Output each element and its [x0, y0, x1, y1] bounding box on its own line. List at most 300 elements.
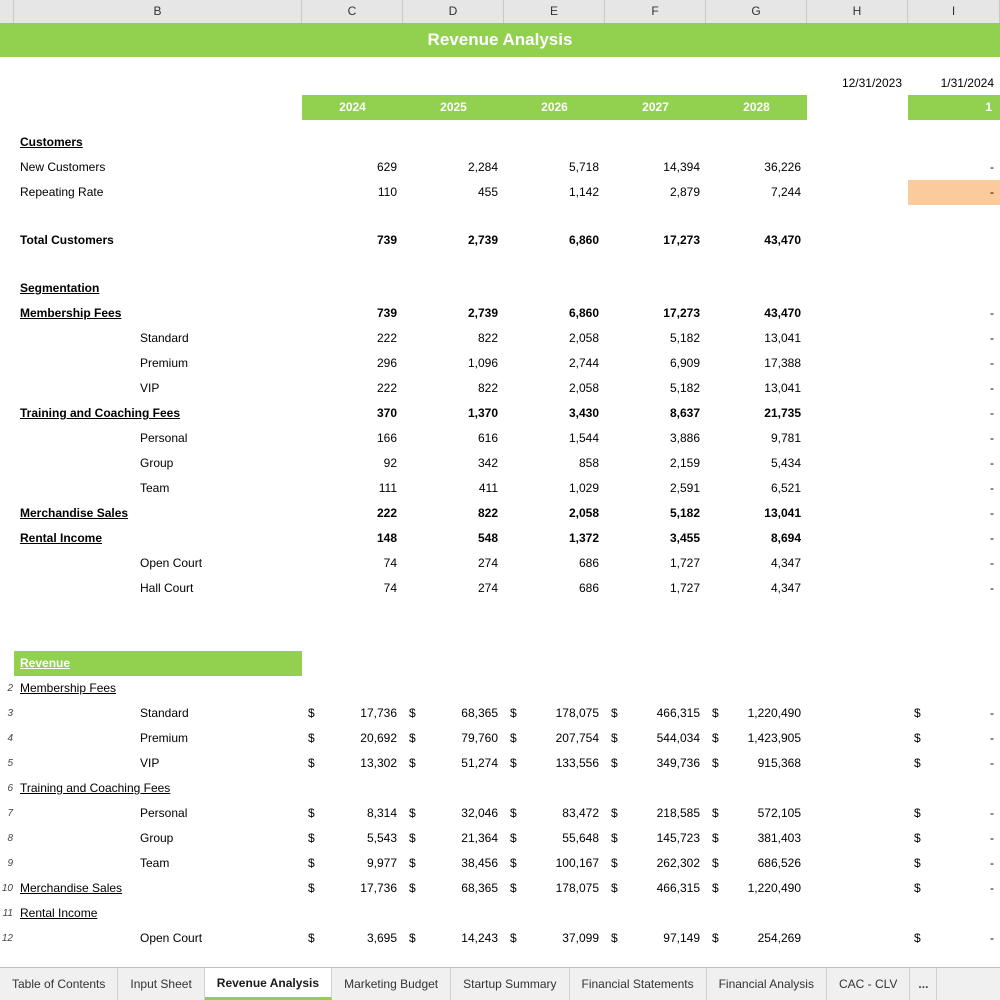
cell-e[interactable] — [504, 676, 605, 701]
cell-g[interactable]: 5,434 — [770, 456, 801, 470]
cell-i[interactable]: - — [990, 456, 994, 470]
table-row[interactable] — [0, 155, 1000, 180]
cell-d[interactable] — [403, 726, 504, 751]
table-row[interactable] — [0, 426, 1000, 451]
column-header-B[interactable]: B — [14, 0, 302, 23]
cell-i[interactable]: - — [990, 306, 994, 320]
cell-f[interactable] — [605, 776, 706, 801]
cell-value: 381,403 — [757, 831, 801, 845]
cell-c[interactable] — [302, 801, 403, 826]
cell-f[interactable]: 17,273 — [663, 233, 700, 247]
cell-h[interactable] — [807, 501, 908, 526]
table-row[interactable] — [0, 826, 1000, 851]
cell-e[interactable]: 5,718 — [568, 160, 599, 174]
cell-c[interactable]: 74 — [383, 556, 397, 570]
cell-i[interactable] — [908, 776, 1000, 801]
cell-i[interactable]: - — [990, 406, 994, 420]
cell-d[interactable] — [403, 701, 504, 726]
cell-g[interactable] — [706, 876, 807, 901]
cell-e[interactable] — [504, 901, 605, 926]
cell-d[interactable]: 822 — [477, 506, 498, 520]
cell-h[interactable] — [807, 476, 908, 501]
cell-g[interactable] — [706, 801, 807, 826]
cell-i[interactable]: - — [990, 506, 994, 520]
table-row[interactable] — [0, 701, 1000, 726]
currency-symbol: $ — [914, 756, 921, 770]
cell-value: - — [990, 931, 994, 945]
cell-e[interactable]: 1,142 — [568, 185, 599, 199]
cell-g[interactable]: 13,041 — [764, 506, 801, 520]
page-title: Revenue Analysis — [0, 23, 1000, 57]
sheet-tab-marketing-budget[interactable]: Marketing Budget — [332, 968, 451, 1000]
row-number: 10 — [1, 883, 13, 894]
cell-e[interactable]: 686 — [578, 581, 599, 595]
table-row[interactable] — [0, 180, 1000, 205]
currency-symbol: $ — [510, 706, 517, 720]
cell-c[interactable] — [302, 751, 403, 776]
cell-g[interactable]: 13,041 — [764, 381, 801, 395]
currency-symbol: $ — [510, 731, 517, 745]
cell-f[interactable]: 17,273 — [663, 306, 700, 320]
cell-f[interactable] — [605, 876, 706, 901]
cell-c[interactable]: 222 — [376, 381, 397, 395]
cell-g[interactable]: 4,347 — [770, 581, 801, 595]
cell-d[interactable]: 2,284 — [467, 160, 498, 174]
cell-e[interactable]: 1,544 — [568, 431, 599, 445]
currency-symbol: $ — [308, 706, 315, 720]
cell-h[interactable] — [807, 401, 908, 426]
cell-i[interactable] — [908, 801, 1000, 826]
cell-e[interactable]: 2,058 — [568, 506, 599, 520]
cell-e[interactable] — [504, 701, 605, 726]
cell-i[interactable] — [908, 228, 1000, 253]
cell-value: 68,365 — [461, 706, 498, 720]
cell-c[interactable]: 370 — [376, 406, 397, 420]
cell-i[interactable]: - — [990, 356, 994, 370]
table-row[interactable] — [0, 801, 1000, 826]
table-row[interactable] — [0, 228, 1000, 253]
cell-i[interactable] — [908, 926, 1000, 951]
cell-h[interactable] — [807, 576, 908, 601]
year-header-2026: 2026 — [541, 100, 568, 114]
cell-e[interactable]: 2,744 — [568, 356, 599, 370]
cell-e[interactable] — [504, 876, 605, 901]
cell-g[interactable]: 13,041 — [764, 331, 801, 345]
column-header-H[interactable]: H — [807, 0, 908, 23]
currency-symbol: $ — [409, 931, 416, 945]
cell-value: 14,243 — [461, 931, 498, 945]
cell-f[interactable] — [605, 851, 706, 876]
column-header-D[interactable]: D — [403, 0, 504, 23]
cell-d[interactable] — [403, 676, 504, 701]
cell-d[interactable] — [403, 926, 504, 951]
table-row[interactable] — [0, 301, 1000, 326]
cell-c[interactable]: 629 — [376, 160, 397, 174]
year-header-2025: 2025 — [440, 100, 467, 114]
cell-value: 79,760 — [461, 731, 498, 745]
cell-f[interactable]: 1,727 — [669, 556, 700, 570]
cell-i[interactable] — [908, 876, 1000, 901]
cell-e[interactable] — [504, 726, 605, 751]
cell-h[interactable] — [807, 926, 908, 951]
cell-i[interactable]: - — [990, 481, 994, 495]
cell-c[interactable] — [302, 901, 403, 926]
sheet-tab-overflow[interactable]: ... — [910, 968, 937, 1000]
cell-h[interactable] — [807, 676, 908, 701]
cell-d[interactable]: 2,739 — [467, 233, 498, 247]
cell-value: 20,692 — [360, 731, 397, 745]
cell-d[interactable]: 2,739 — [467, 306, 498, 320]
currency-symbol: $ — [409, 856, 416, 870]
cell-f[interactable] — [605, 826, 706, 851]
cell-h[interactable] — [807, 526, 908, 551]
cell-d[interactable]: 455 — [477, 185, 498, 199]
cell-d[interactable] — [403, 851, 504, 876]
table-row[interactable] — [0, 876, 1000, 901]
cell-e[interactable]: 858 — [578, 456, 599, 470]
row-label: New Customers — [20, 160, 106, 174]
table-row[interactable] — [0, 351, 1000, 376]
column-header-corner[interactable] — [0, 0, 14, 23]
table-row[interactable] — [0, 776, 1000, 801]
cell-d[interactable] — [403, 776, 504, 801]
column-header-E[interactable]: E — [504, 0, 605, 23]
cell-i[interactable]: - — [990, 331, 994, 345]
cell-g[interactable]: 4,347 — [770, 556, 801, 570]
cell-c[interactable] — [302, 851, 403, 876]
cell-g[interactable]: 17,388 — [764, 356, 801, 370]
cell-f[interactable]: 2,879 — [669, 185, 700, 199]
cell-value: 8,314 — [366, 806, 397, 820]
cell-h[interactable] — [807, 351, 908, 376]
cell-value: 349,736 — [656, 756, 700, 770]
row-label: VIP — [140, 381, 160, 395]
cell-value: 83,472 — [562, 806, 599, 820]
column-header-G[interactable]: G — [706, 0, 807, 23]
cell-d[interactable] — [403, 751, 504, 776]
cell-value: 97,149 — [663, 931, 700, 945]
cell-i[interactable] — [908, 751, 1000, 776]
cell-f[interactable] — [605, 701, 706, 726]
cell-value: 51,274 — [461, 756, 498, 770]
cell-value: 262,302 — [656, 856, 700, 870]
sheet-tab-financial-statements[interactable]: Financial Statements — [570, 968, 707, 1000]
cell-value: 21,364 — [461, 831, 498, 845]
cell-i[interactable] — [908, 826, 1000, 851]
cell-g[interactable]: 43,470 — [764, 306, 801, 320]
column-header-I[interactable]: I — [908, 0, 1000, 23]
cell-i[interactable]: - — [990, 531, 994, 545]
cell-d[interactable]: 274 — [477, 581, 498, 595]
cell-h[interactable] — [807, 326, 908, 351]
row-number: 6 — [7, 783, 13, 794]
currency-symbol: $ — [712, 856, 719, 870]
cell-e[interactable] — [504, 801, 605, 826]
cell-e[interactable]: 6,860 — [568, 233, 599, 247]
cell-c[interactable] — [302, 826, 403, 851]
cell-d[interactable]: 548 — [477, 531, 498, 545]
table-row[interactable] — [0, 726, 1000, 751]
table-row[interactable] — [0, 401, 1000, 426]
row-label: Standard — [140, 706, 189, 720]
cell-value: 466,315 — [656, 706, 700, 720]
cell-c[interactable] — [302, 726, 403, 751]
cell-d[interactable]: 822 — [477, 331, 498, 345]
cell-d[interactable]: 274 — [477, 556, 498, 570]
cell-i[interactable] — [908, 726, 1000, 751]
cell-g[interactable]: 36,226 — [764, 160, 801, 174]
currency-symbol: $ — [712, 806, 719, 820]
cell-h[interactable] — [807, 155, 908, 180]
cell-h[interactable] — [807, 826, 908, 851]
cell-g[interactable] — [706, 676, 807, 701]
cell-value: 1,220,490 — [747, 881, 801, 895]
cell-c[interactable] — [302, 926, 403, 951]
cell-c[interactable]: 74 — [383, 581, 397, 595]
sheet-tab-input-sheet[interactable]: Input Sheet — [118, 968, 204, 1000]
table-row[interactable] — [0, 326, 1000, 351]
cell-c[interactable] — [302, 776, 403, 801]
date-cell-h[interactable]: 12/31/2023 — [841, 76, 902, 90]
cell-h[interactable] — [807, 426, 908, 451]
cell-d[interactable]: 411 — [478, 481, 498, 495]
cell-e[interactable]: 6,860 — [568, 306, 599, 320]
cell-i-highlighted[interactable]: - — [908, 180, 1000, 205]
cell-g[interactable]: 7,244 — [770, 185, 801, 199]
cell-f[interactable]: 2,159 — [669, 456, 700, 470]
cell-g[interactable] — [706, 751, 807, 776]
cell-d[interactable]: 1,096 — [467, 356, 498, 370]
cell-e[interactable]: 686 — [578, 556, 599, 570]
table-row[interactable] — [0, 901, 1000, 926]
cell-c[interactable]: 110 — [377, 185, 397, 199]
cell-h[interactable] — [807, 726, 908, 751]
cell-h[interactable] — [807, 451, 908, 476]
cell-f[interactable] — [605, 901, 706, 926]
section-header-segmentation-row — [0, 276, 1000, 301]
cell-c[interactable] — [302, 876, 403, 901]
cell-value: 9,977 — [366, 856, 397, 870]
cell-f[interactable] — [605, 801, 706, 826]
cell-d[interactable]: 1,370 — [467, 406, 498, 420]
cell-h[interactable] — [807, 851, 908, 876]
cell-e[interactable]: 1,372 — [568, 531, 599, 545]
cell-g[interactable] — [706, 851, 807, 876]
spacer-row — [0, 253, 1000, 276]
cell-h[interactable] — [807, 876, 908, 901]
cell-g[interactable]: 8,694 — [770, 531, 801, 545]
cell-f[interactable]: 5,182 — [669, 331, 700, 345]
currency-symbol: $ — [914, 706, 921, 720]
cell-g[interactable]: 21,735 — [764, 406, 801, 420]
currency-symbol: $ — [914, 731, 921, 745]
column-header-C[interactable]: C — [302, 0, 403, 23]
cell-value: 572,105 — [757, 806, 801, 820]
row-number: 12 — [1, 933, 13, 944]
cell-i[interactable] — [908, 676, 1000, 701]
cell-c[interactable]: 739 — [376, 233, 397, 247]
cell-e[interactable] — [504, 826, 605, 851]
cell-g[interactable]: 9,781 — [770, 431, 801, 445]
currency-symbol: $ — [510, 756, 517, 770]
cell-e[interactable]: 1,029 — [568, 481, 599, 495]
cell-f[interactable]: 1,727 — [669, 581, 700, 595]
cell-d[interactable]: 616 — [477, 431, 498, 445]
cell-value: 686,526 — [757, 856, 801, 870]
cell-d[interactable] — [403, 801, 504, 826]
row-label: Rental Income — [20, 531, 103, 545]
cell-h[interactable] — [807, 801, 908, 826]
table-row[interactable] — [0, 851, 1000, 876]
cell-f[interactable]: 8,637 — [669, 406, 700, 420]
cell-c[interactable] — [302, 701, 403, 726]
cell-g[interactable]: 43,470 — [764, 233, 801, 247]
cell-g[interactable] — [706, 701, 807, 726]
cell-e[interactable]: 3,430 — [568, 406, 599, 420]
table-row[interactable] — [0, 551, 1000, 576]
row-number: 11 — [2, 908, 13, 919]
cell-d[interactable] — [403, 901, 504, 926]
currency-symbol: $ — [510, 831, 517, 845]
sheet-tab-table-of-contents[interactable]: Table of Contents — [0, 968, 118, 1000]
cell-h[interactable] — [807, 301, 908, 326]
cell-f[interactable]: 6,909 — [669, 356, 700, 370]
cell-value: - — [990, 731, 994, 745]
cell-h[interactable] — [807, 701, 908, 726]
row-label: Team — [140, 481, 170, 495]
cell-f[interactable] — [605, 751, 706, 776]
row-label: Personal — [140, 431, 188, 445]
cell-c[interactable]: 148 — [376, 531, 397, 545]
cell-e[interactable] — [504, 751, 605, 776]
row-label: Membership Fees — [20, 306, 122, 320]
sheet-tab-revenue-analysis[interactable]: Revenue Analysis — [205, 968, 332, 1000]
row-label: Personal — [140, 806, 188, 820]
cell-i[interactable] — [908, 901, 1000, 926]
cell-e[interactable]: 2,058 — [568, 331, 599, 345]
cell-c[interactable]: 111 — [378, 481, 397, 495]
table-row[interactable] — [0, 451, 1000, 476]
cell-g[interactable] — [706, 726, 807, 751]
cell-c[interactable]: 92 — [383, 456, 397, 470]
sheet-tab-financial-analysis[interactable]: Financial Analysis — [707, 968, 827, 1000]
cell-d[interactable]: 342 — [477, 456, 498, 470]
column-header-F[interactable]: F — [605, 0, 706, 23]
cell-e[interactable] — [504, 926, 605, 951]
row-number: 4 — [7, 733, 13, 744]
cell-h[interactable] — [807, 751, 908, 776]
cell-e[interactable] — [504, 851, 605, 876]
cell-e[interactable]: 2,058 — [568, 381, 599, 395]
year-header-2028: 2028 — [743, 100, 770, 114]
table-row[interactable] — [0, 376, 1000, 401]
sheet-tab-cac-clv[interactable]: CAC - CLV — [827, 968, 910, 1000]
row-number: 2 — [7, 683, 13, 694]
cell-value: 55,648 — [562, 831, 599, 845]
row-label: Group — [140, 456, 174, 470]
cell-i[interactable] — [908, 701, 1000, 726]
cell-f[interactable] — [605, 676, 706, 701]
cell-h[interactable] — [807, 180, 908, 205]
currency-symbol: $ — [308, 856, 315, 870]
cell-e[interactable] — [504, 776, 605, 801]
cell-d[interactable]: 822 — [477, 381, 498, 395]
row-label: Training and Coaching Fees — [20, 406, 181, 420]
cell-f[interactable]: 14,394 — [663, 160, 700, 174]
cell-h[interactable] — [807, 901, 908, 926]
cell-f[interactable]: 5,182 — [669, 381, 700, 395]
table-row[interactable] — [0, 926, 1000, 951]
sheet-tab-startup-summary[interactable]: Startup Summary — [451, 968, 569, 1000]
cell-i[interactable]: - — [990, 581, 994, 595]
cell-f[interactable] — [605, 926, 706, 951]
table-row[interactable] — [0, 501, 1000, 526]
spacer-A — [0, 71, 14, 95]
section-header-segmentation: Segmentation — [20, 281, 100, 295]
row-label: Group — [140, 831, 174, 845]
cell-f[interactable] — [605, 726, 706, 751]
cell-g[interactable] — [706, 826, 807, 851]
row-label: Membership Fees — [20, 681, 117, 695]
section-header-customers-row — [0, 120, 1000, 155]
cell-c[interactable] — [302, 676, 403, 701]
cell-f[interactable]: 5,182 — [669, 506, 700, 520]
cell-value: 13,302 — [360, 756, 397, 770]
table-row[interactable] — [0, 576, 1000, 601]
cell-f[interactable]: 2,591 — [669, 481, 700, 495]
date-cell-i[interactable]: 1/31/2024 — [940, 76, 994, 90]
cell-f[interactable]: 3,886 — [669, 431, 700, 445]
cell-i[interactable]: - — [990, 381, 994, 395]
spacer-F — [605, 71, 706, 95]
row-label: Total Customers — [20, 233, 114, 247]
cell-c[interactable]: 222 — [376, 331, 397, 345]
table-row[interactable] — [0, 526, 1000, 551]
cell-g[interactable] — [706, 776, 807, 801]
cell-c[interactable]: 166 — [376, 431, 397, 445]
table-row[interactable] — [0, 476, 1000, 501]
currency-symbol: $ — [914, 831, 921, 845]
spacer-D — [403, 71, 504, 95]
currency-symbol: $ — [712, 881, 719, 895]
currency-symbol: $ — [712, 756, 719, 770]
cell-value: - — [990, 706, 994, 720]
cell-i[interactable] — [908, 851, 1000, 876]
sheet-body — [0, 120, 1000, 951]
currency-symbol: $ — [914, 881, 921, 895]
cell-h[interactable] — [807, 551, 908, 576]
cell-h[interactable] — [807, 376, 908, 401]
cell-c[interactable]: 222 — [376, 506, 397, 520]
cell-c[interactable]: 296 — [376, 356, 397, 370]
spacer-E — [504, 71, 605, 95]
cell-f[interactable]: 3,455 — [669, 531, 700, 545]
cell-i[interactable]: - — [990, 431, 994, 445]
cell-i[interactable]: - — [990, 556, 994, 570]
cell-d[interactable] — [403, 826, 504, 851]
cell-i[interactable]: - — [990, 160, 994, 174]
cell-g[interactable] — [706, 901, 807, 926]
cell-h[interactable] — [807, 228, 908, 253]
cell-g[interactable] — [706, 926, 807, 951]
cell-d[interactable] — [403, 876, 504, 901]
table-row[interactable] — [0, 676, 1000, 701]
cell-c[interactable]: 739 — [376, 306, 397, 320]
cell-g[interactable]: 6,521 — [770, 481, 801, 495]
table-row[interactable] — [0, 751, 1000, 776]
cell-h[interactable] — [807, 776, 908, 801]
spacer-G — [706, 71, 807, 95]
